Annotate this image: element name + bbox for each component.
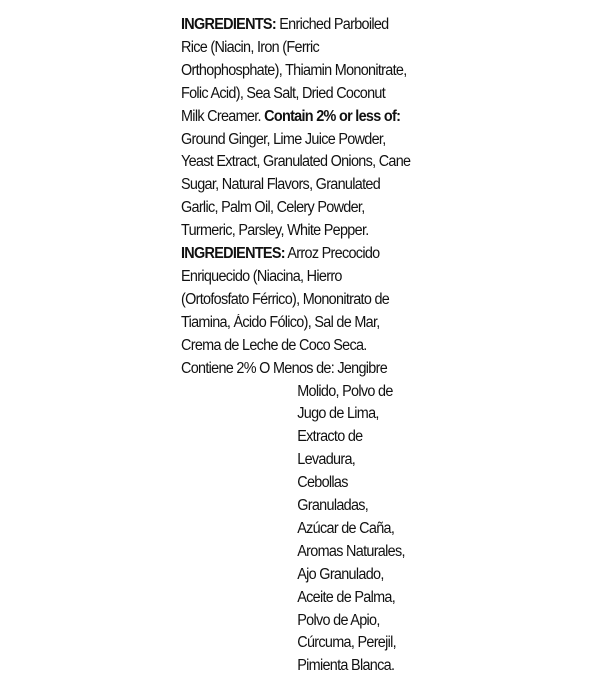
english-line-10: Turmeric, Parsley, White Pepper. [181, 222, 369, 240]
english-line-6: Ground Ginger, Lime Juice Powder, [181, 130, 386, 148]
english-line-3: Orthophosphate), Thiamin Mononitrate, [181, 61, 407, 79]
english-ingredients [181, 14, 441, 243]
english-line-2: Rice (Niacin, Iron (Ferric [181, 38, 320, 56]
spanish-line-1-text: Arroz Precocido [284, 245, 380, 263]
english-heading: INGREDIENTS: [181, 16, 276, 33]
english-line-5-text: Milk Creamer. [181, 107, 265, 125]
spanish-indented-line: Molido, Polvo de [297, 382, 393, 400]
english-line-1 [181, 14, 423, 37]
english-contain-notice: Contain 2% or less of: [264, 107, 401, 125]
english-line-8: Sugar, Natural Flavors, Granulated [181, 176, 381, 194]
spanish-line-2: Enriquecido (Niacina, Hierro [181, 267, 342, 285]
spanish-indented-line: Polvo de Apio, [297, 611, 380, 629]
spanish-indented-line: Cúrcuma, Perejil, [297, 634, 396, 652]
spanish-indented-line: Pimienta Blanca. [297, 657, 395, 675]
spanish-indented-line: Extracto de [297, 428, 363, 446]
spanish-indented-line: Azúcar de Caña, [297, 519, 395, 537]
english-line-1-text: Enriched Parboiled [275, 16, 389, 33]
english-line-5 [181, 106, 423, 129]
spanish-indented-line: Levadura, [297, 451, 356, 469]
english-line-7: Yeast Extract, Granulated Onions, Cane [181, 153, 411, 171]
spanish-indented-line: Granuladas, [297, 497, 369, 515]
spanish-ingredients [181, 243, 441, 678]
spanish-indented-line: Aceite de Palma, [297, 588, 396, 606]
ingredients-panel [181, 14, 441, 678]
spanish-line-1 [181, 243, 423, 266]
spanish-indented-line: Ajo Granulado, [297, 565, 384, 583]
spanish-indented-line: Cebollas [297, 474, 348, 492]
spanish-line-4: Tiamina, Ácido Fólico), Sal de Mar, [181, 313, 380, 331]
english-line-9: Garlic, Palm Oil, Celery Powder, [181, 199, 365, 217]
spanish-heading: INGREDIENTES: [181, 245, 285, 263]
spanish-indented-line: Jugo de Lima, [297, 405, 379, 423]
spanish-line-3: (Ortofosfato Férrico), Mononitrato de [181, 290, 390, 308]
english-line-4: Folic Acid), Sea Salt, Dried Coconut [181, 84, 386, 102]
spanish-indented-line: Aromas Naturales, [297, 542, 405, 560]
spanish-line-5: Crema de Leche de Coco Seca. [181, 336, 367, 354]
spanish-line-6: Contiene 2% O Menos de: Jengibre [181, 359, 388, 377]
